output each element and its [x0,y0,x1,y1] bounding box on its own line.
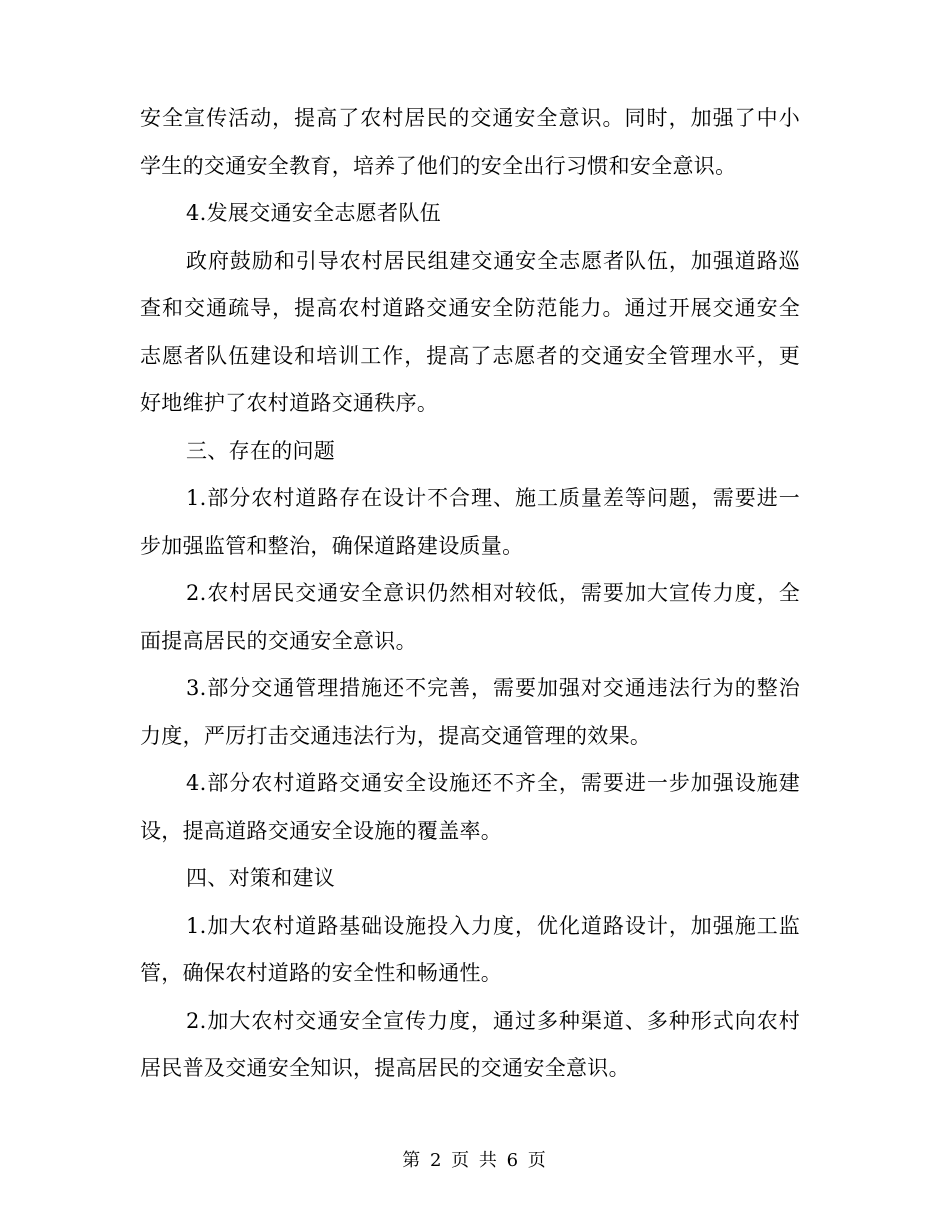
paragraph: 安全宣传活动，提高了农村居民的交通安全意识。同时，加强了中小学生的交通安全教育，培养了他们的安全出行习惯和安全意识。 [140,106,800,178]
paragraph: 3.部分交通管理措施还不完善，需要加强对交通违法行为的整治力度，严厉打击交通违法行为，提高交通管理的效果。 [140,676,800,748]
paragraph: 2.农村居民交通安全意识仍然相对较低，需要加大宣传力度，全面提高居民的交通安全意识。 [140,581,800,653]
paragraph: 1.加大农村道路基础设施投入力度，优化道路设计，加强施工监管，确保农村道路的安全性和畅通性。 [140,913,800,985]
document-body [140,95,800,1093]
section-heading: 四、对策和建议 [186,866,336,890]
page-number-footer: 第 2 页 共 6 页 [402,1150,548,1171]
paragraph: 2.加大农村交通安全宣传力度，通过多种渠道、多种形式向农村居民普及交通安全知识，提高居民的交通安全意识。 [140,1008,800,1080]
paragraph: 政府鼓励和引导农村居民组建交通安全志愿者队伍，加强道路巡查和交通疏导，提高农村道路交通安全防范能力。通过开展交通安全志愿者队伍建设和培训工作，提高了志愿者的交通安全管理水平，更好地维护了农村道路交通秩序。 [140,248,800,415]
section-heading: 三、存在的问题 [186,438,336,463]
paragraph: 1.部分农村道路存在设计不合理、施工质量差等问题，需要进一步加强监管和整治，确保道路建设质量。 [140,486,800,558]
section-heading: 4.发展交通安全志愿者队伍 [186,201,441,225]
paragraph: 4.部分农村道路交通安全设施还不齐全，需要进一步加强设施建设，提高道路交通安全设施的覆盖率。 [140,771,800,843]
